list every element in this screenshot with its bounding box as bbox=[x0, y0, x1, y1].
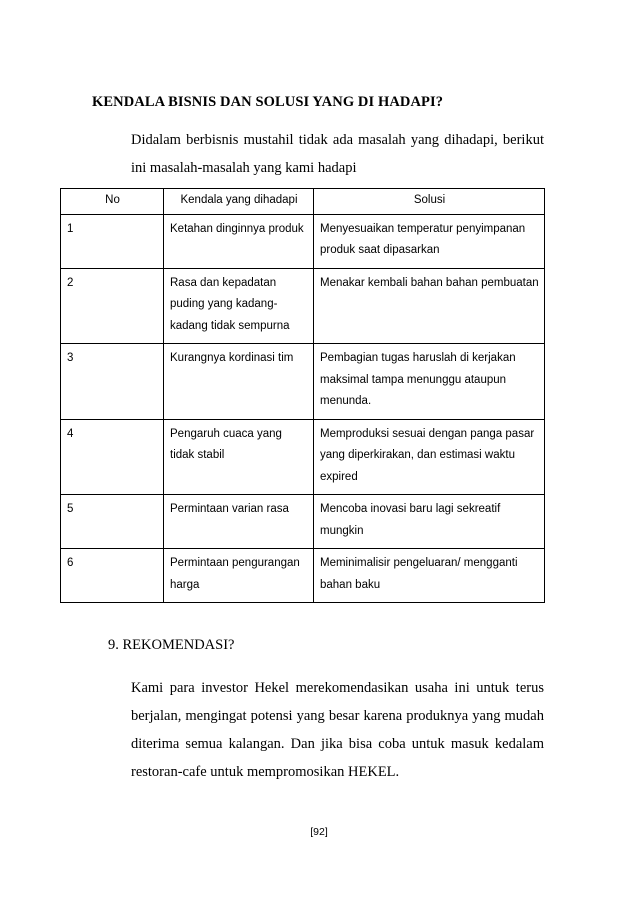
header-kendala: Kendala yang dihadapi bbox=[164, 189, 314, 215]
row-kendala: Permintaan pengurangan harga bbox=[164, 549, 314, 603]
recommendation-paragraph: Kami para investor Hekel merekomendasikan usaha ini untuk terus berjalan, mengingat potensi yang besar karena produknya yang mudah diterima semua kalangan. Dan jika bisa coba untuk masuk kedalam restoran-cafe untuk mempromosikan HEKEL. bbox=[131, 680, 544, 780]
table-row bbox=[61, 214, 545, 268]
page-number: [92] bbox=[310, 826, 328, 838]
row-kendala: Permintaan varian rasa bbox=[164, 495, 314, 549]
row-no: 1 bbox=[61, 214, 164, 268]
section-heading: KENDALA BISNIS DAN SOLUSI YANG DI HADAPI? bbox=[92, 94, 444, 110]
row-kendala: Ketahan dinginnya produk bbox=[164, 214, 314, 268]
row-solusi: Mencoba inovasi baru lagi sekreatif mungkin bbox=[314, 495, 545, 549]
row-no: 3 bbox=[61, 344, 164, 420]
table-row bbox=[61, 344, 545, 420]
problems-solutions-table bbox=[60, 188, 545, 603]
row-solusi: Menakar kembali bahan bahan pembuatan bbox=[314, 268, 545, 344]
row-no: 6 bbox=[61, 549, 164, 603]
row-solusi: Meminimalisir pengeluaran/ mengganti bahan baku bbox=[314, 549, 545, 603]
table-row bbox=[61, 549, 545, 603]
row-solusi: Pembagian tugas haruslah di kerjakan maksimal tampa menunggu ataupun menunda. bbox=[314, 344, 545, 420]
table-header-row bbox=[61, 189, 545, 215]
row-solusi: Menyesuaikan temperatur penyimpanan produk saat dipasarkan bbox=[314, 214, 545, 268]
intro-paragraph: Didalam berbisnis mustahil tidak ada masalah yang dihadapi, berikut ini masalah-masalah yang kami hadapi bbox=[131, 132, 544, 176]
row-kendala: Kurangnya kordinasi tim bbox=[164, 344, 314, 420]
recommendation-title: 9. REKOMENDASI? bbox=[108, 637, 235, 653]
table-row bbox=[61, 495, 545, 549]
table-row bbox=[61, 419, 545, 495]
row-no: 2 bbox=[61, 268, 164, 344]
row-solusi: Memproduksi sesuai dengan panga pasar yang diperkirakan, dan estimasi waktu expired bbox=[314, 419, 545, 495]
table-row bbox=[61, 268, 545, 344]
row-no: 5 bbox=[61, 495, 164, 549]
row-no: 4 bbox=[61, 419, 164, 495]
header-solusi: Solusi bbox=[314, 189, 545, 215]
row-kendala: Rasa dan kepadatan puding yang kadang-kadang tidak sempurna bbox=[164, 268, 314, 344]
row-kendala: Pengaruh cuaca yang tidak stabil bbox=[164, 419, 314, 495]
header-no: No bbox=[61, 189, 164, 215]
